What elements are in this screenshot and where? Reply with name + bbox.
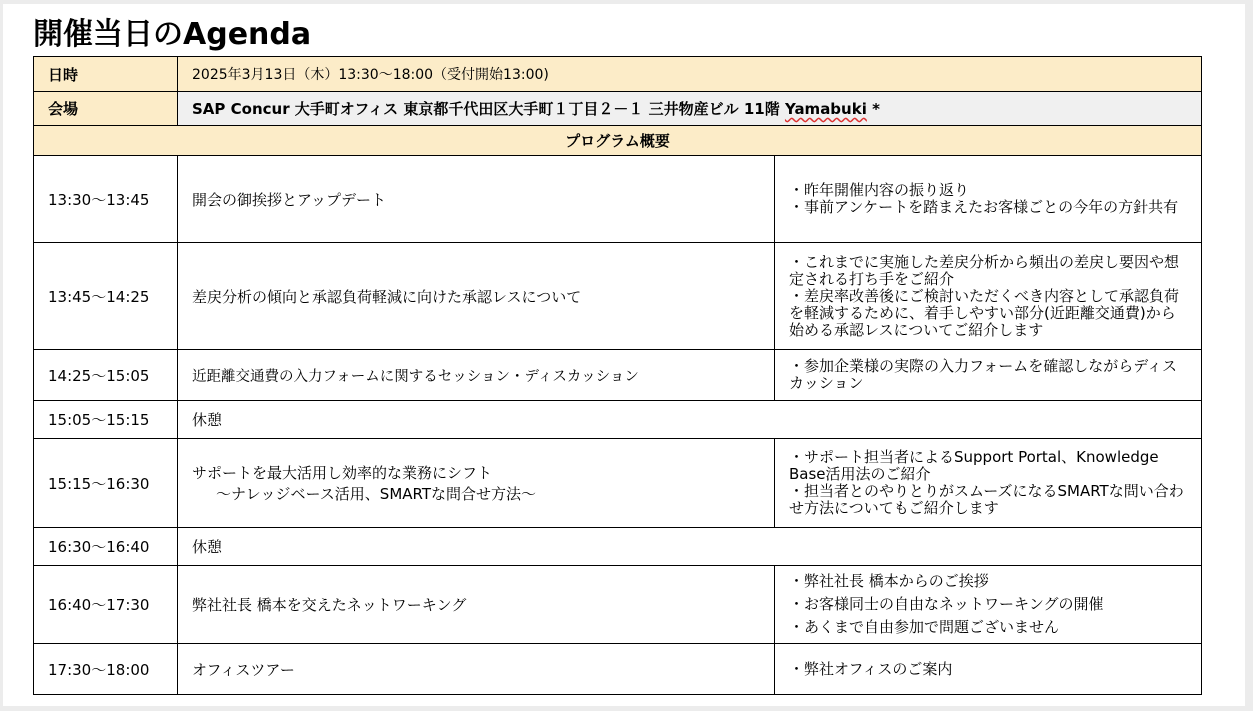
details-cell: [775, 156, 1202, 243]
time-cell: 16:40〜17:30: [34, 566, 178, 644]
details-cell: [775, 350, 1202, 401]
table-row: [34, 644, 1202, 695]
program-cell: 近距離交通費の入力フォームに関するセッション・ディスカッション: [178, 350, 775, 401]
detail-line: ・昨年開催内容の振り返り: [789, 181, 970, 199]
program-cell: [178, 439, 775, 528]
time-cell: 13:45〜14:25: [34, 243, 178, 350]
table-row: [34, 566, 1202, 644]
program-cell: 開会の御挨拶とアップデート: [178, 156, 775, 243]
program-title: サポートを最大活用し効率的な業務にシフト: [192, 464, 493, 482]
time-cell: 13:30〜13:45: [34, 156, 178, 243]
details-cell: [775, 439, 1202, 528]
time-cell: 14:25〜15:05: [34, 350, 178, 401]
time-cell: 15:05〜15:15: [34, 401, 178, 439]
details-cell: [775, 566, 1202, 644]
venue-address: SAP Concur 大手町オフィス 東京都千代田区大手町１丁目２－１ 三井物産ビル 11階: [192, 100, 780, 118]
venue-suffix: *: [866, 100, 880, 118]
venue-value: [178, 92, 1202, 126]
detail-line: ・弊社オフィスのご案内: [789, 659, 953, 678]
detail-line: ・事前アンケートを踏まえたお客様ごとの今年の方針共有: [789, 198, 1179, 216]
table-row: [34, 156, 1202, 243]
venue-room: Yamabuki: [784, 100, 867, 118]
section-header-row: [34, 126, 1202, 156]
agenda-table: [33, 56, 1202, 695]
detail-line: ・差戻率改善後にご検討いただくべき内容として承認負荷を軽減するために、着手しやすい部分(近距離交通費)から始める承認レスについてご紹介します: [789, 286, 1180, 339]
program-cell: 差戻分析の傾向と承認負荷軽減に向けた承認レスについて: [178, 243, 775, 350]
date-row: [34, 57, 1202, 92]
detail-line: ・弊社社長 橋本からのご挨拶: [789, 572, 989, 590]
table-row: [34, 439, 1202, 528]
table-row: [34, 528, 1202, 566]
detail-line: ・あくまで自由参加で問題ございません: [789, 618, 1060, 636]
time-cell: 16:30〜16:40: [34, 528, 178, 566]
program-cell: 弊社社長 橋本を交えたネットワーキング: [178, 566, 775, 644]
page-title: 開催当日のAgenda: [33, 17, 312, 52]
detail-line: ・サポート担当者によるSupport Portal、Knowledge Base活用法のご紹介: [789, 448, 1159, 483]
details-cell: [775, 644, 1202, 695]
section-header: プログラム概要: [34, 126, 1202, 156]
detail-line: ・担当者とのやりとりがスムーズになるSMARTな問い合わせ方法についてもご紹介します: [789, 482, 1184, 517]
program-cell: 休憩: [178, 528, 1202, 566]
details-cell: [775, 243, 1202, 350]
venue-label: 会場: [34, 92, 178, 126]
detail-line: ・これまでに実施した差戻分析から頻出の差戻し要因や想定される打ち手をご紹介: [789, 252, 1180, 288]
program-cell: 休憩: [178, 401, 1202, 439]
date-value: 2025年3月13日（木）13:30〜18:00（受付開始13:00): [178, 57, 1202, 92]
time-cell: 17:30〜18:00: [34, 644, 178, 695]
table-row: [34, 401, 1202, 439]
table-row: [34, 350, 1202, 401]
venue-row: [34, 92, 1202, 126]
program-subtitle: 〜ナレッジベース活用、SMARTな問合せ方法〜: [216, 485, 537, 503]
date-label: 日時: [34, 57, 178, 92]
detail-line: ・お客様同士の自由なネットワーキングの開催: [789, 595, 1104, 613]
table-row: [34, 243, 1202, 350]
time-cell: 15:15〜16:30: [34, 439, 178, 528]
program-cell: オフィスツアー: [178, 644, 775, 695]
detail-line: ・参加企業様の実際の入力フォームを確認しながらディスカッション: [789, 357, 1178, 392]
